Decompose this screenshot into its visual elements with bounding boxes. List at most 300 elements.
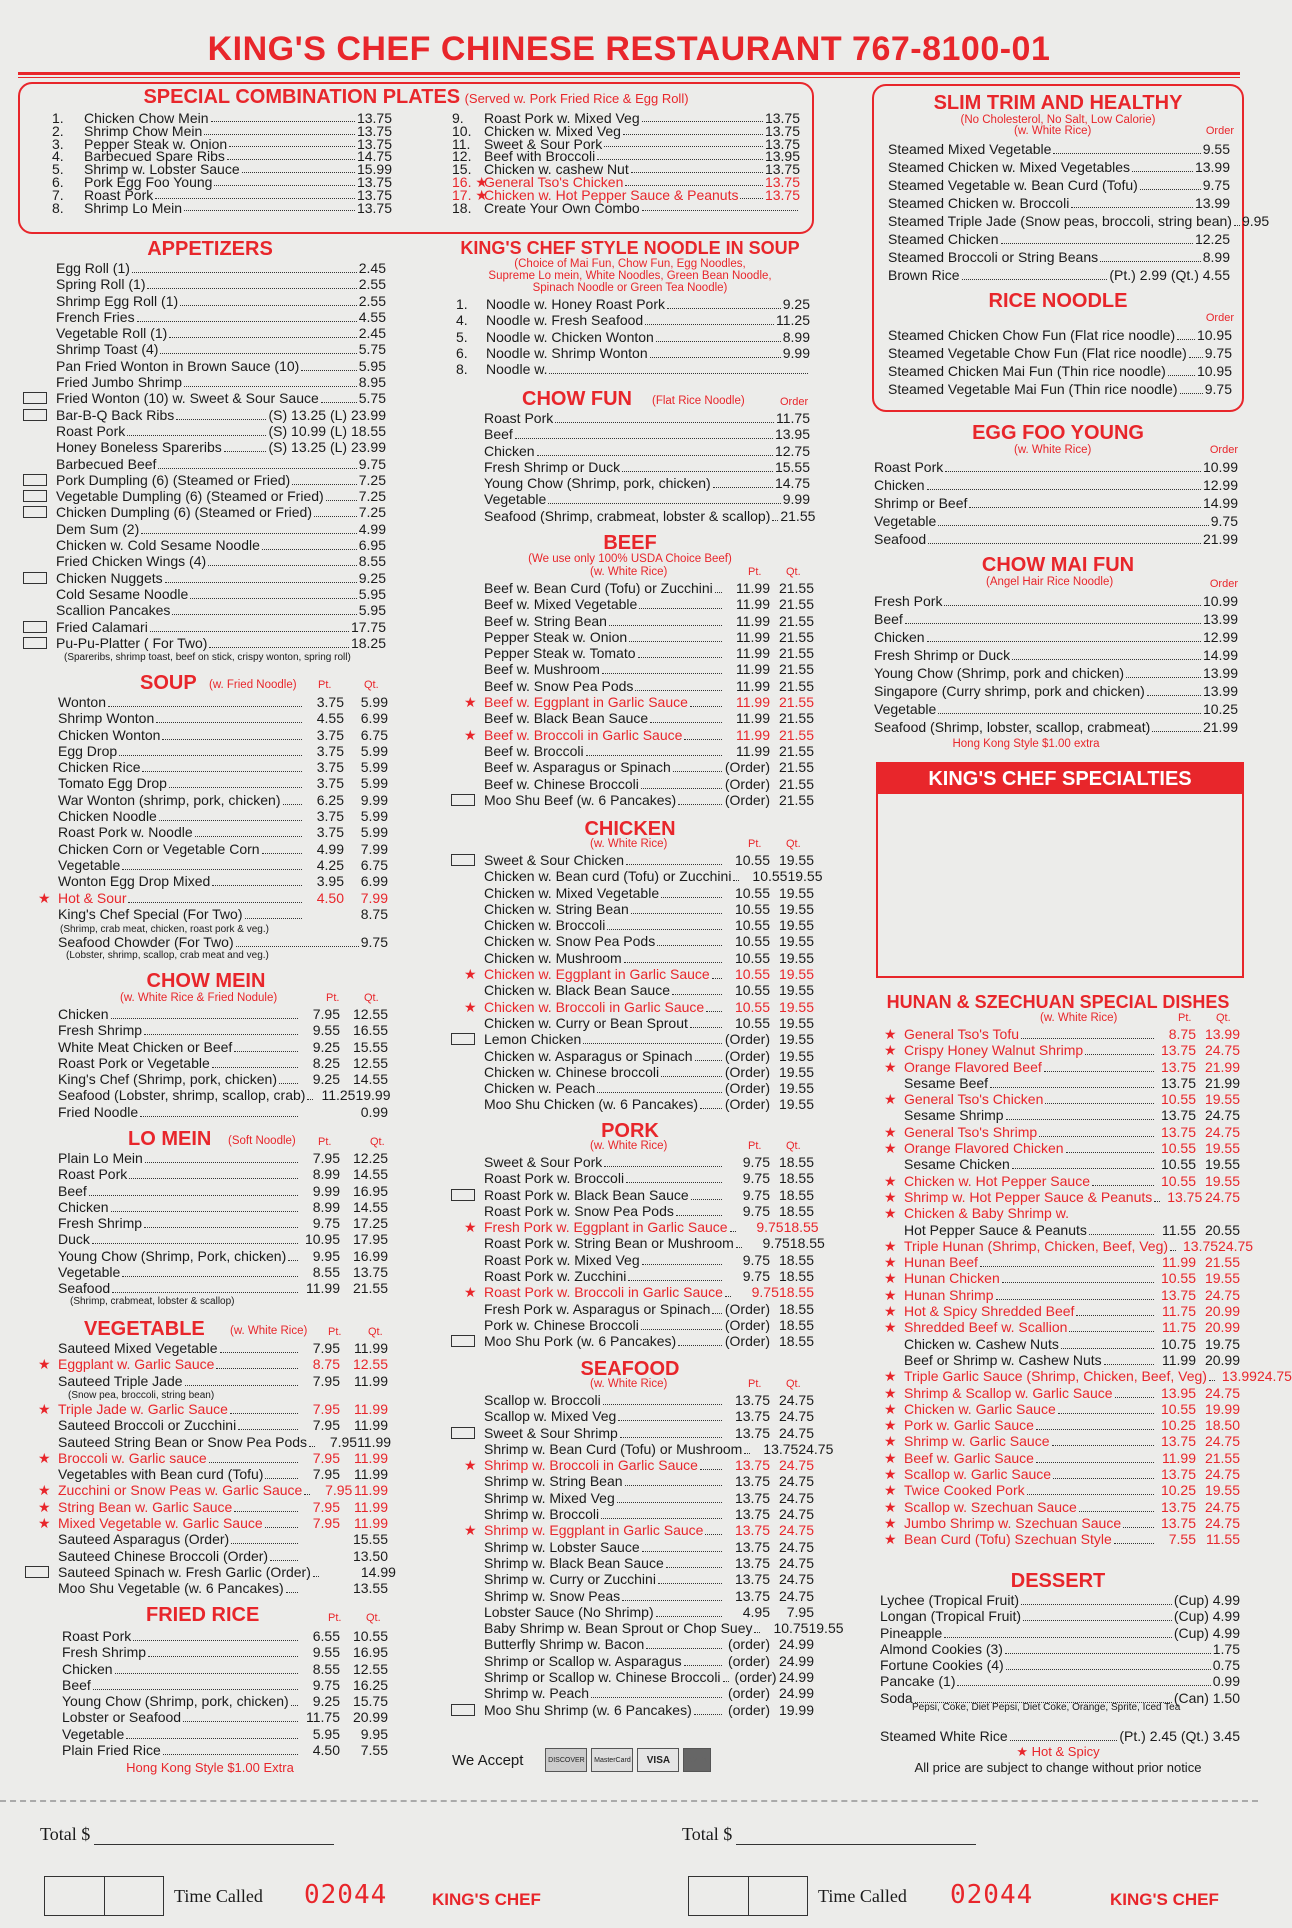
beef-qt-header: Qt.	[786, 566, 801, 578]
leader-dots	[212, 885, 302, 886]
total-label: Total $	[40, 1824, 91, 1844]
eggfoo-subheader	[874, 444, 1238, 458]
item-price-pt: 13.75	[734, 1457, 770, 1474]
leader-dots	[691, 1199, 722, 1200]
item-name: Dem Sum (2)	[56, 520, 140, 537]
item-price-qt: 24.75	[1204, 1042, 1240, 1059]
item-price-qt: 6.99	[360, 873, 388, 890]
item-name: Scallop w. Mixed Veg	[484, 1408, 617, 1425]
item-price: 0.75	[1212, 1657, 1240, 1674]
menu-item	[884, 1498, 1240, 1515]
item-name: Beef w. Mixed Vegetable	[484, 596, 638, 613]
item-price-pt: (Order)	[724, 1096, 770, 1113]
leader-dots	[1023, 1620, 1172, 1621]
leader-dots	[270, 1560, 298, 1561]
leader-dots	[1180, 393, 1203, 394]
item-price: 13.95	[774, 426, 810, 443]
menu-item	[58, 1199, 388, 1215]
item-name: Beef w. Snow Pea Pods	[484, 677, 634, 694]
leader-dots	[712, 1313, 722, 1314]
item-price: 9.75	[360, 934, 388, 950]
item-price-pt: 13.75	[1183, 1237, 1219, 1254]
item-price-pt: 9.75	[751, 1284, 779, 1301]
item-name: Moo Shu Pork (w. 6 Pancakes)	[484, 1333, 677, 1350]
lomein-seafood-note: (Shrimp, crabmeat, lobster & scallop)	[70, 1296, 235, 1307]
leader-dots	[626, 864, 722, 865]
item-name: Chicken w. Hot Pepper Sauce & Peanuts	[484, 186, 739, 203]
item-price-qt: 18.55	[778, 1251, 814, 1268]
item-price: 10.99	[1202, 593, 1238, 609]
item-price-pt: 9.95	[312, 1247, 340, 1264]
item-price-pt: 11.75	[1162, 1319, 1196, 1336]
time-box-right[interactable]	[688, 1876, 808, 1916]
menu-item	[464, 998, 814, 1015]
hot-spicy-icon: ★	[884, 1188, 897, 1205]
leader-dots	[1209, 1380, 1215, 1381]
hot-spicy-icon: ★	[464, 726, 477, 743]
menu-item	[484, 1571, 814, 1587]
leader-dots	[631, 163, 763, 173]
item-price: 14.75	[356, 148, 392, 165]
leader-dots	[137, 321, 357, 322]
item-price-qt: 19.55	[778, 949, 814, 966]
item-name: Plain Lo Mein	[58, 1150, 143, 1166]
leader-dots	[690, 706, 722, 707]
item-name: Moo Shu Vegetable (w. 6 Pancakes)	[58, 1580, 284, 1597]
item-price-pt: 10.55	[734, 1014, 770, 1031]
chowmaifun-sub: (Angel Hair Rice Noodle)	[986, 576, 1114, 588]
leader-dots	[1076, 1315, 1154, 1316]
item-name: Beef w. Mushroom	[484, 661, 600, 678]
item-name: Fortune Cookies (4)	[880, 1657, 1004, 1674]
item-name: Sweet & Sour Shrimp	[484, 1424, 618, 1441]
item-name: Zucchini or Snow Peas w. Garlic Sauce	[58, 1482, 303, 1499]
leader-dots	[695, 1060, 722, 1061]
menu-item	[58, 759, 388, 775]
item-name: Sweet & Sour Pork	[484, 135, 603, 152]
menu-item	[484, 759, 814, 775]
item-name: Lobster or Seafood	[62, 1709, 182, 1726]
leader-dots	[641, 1329, 722, 1330]
item-price-qt: 19.55	[1204, 1482, 1240, 1499]
item-price-qt: 20.99	[1204, 1319, 1240, 1336]
leader-dots	[1036, 1462, 1154, 1463]
item-name: Pork w. Chinese Broccoli	[484, 1316, 639, 1333]
item-price-qt: 12.55	[352, 1006, 388, 1022]
hunan-qt-header: Qt.	[1216, 1012, 1231, 1024]
leader-dots	[617, 1502, 722, 1503]
item-name: Vegetable	[874, 701, 937, 717]
leader-dots	[684, 1665, 722, 1666]
menu-item	[884, 1466, 1240, 1483]
hot-spicy-icon: ★	[884, 1140, 897, 1157]
time-box-left[interactable]	[44, 1876, 164, 1916]
item-price: 5.75	[358, 341, 386, 358]
item-price: (Pt.) 2.45 (Qt.) 3.45	[1119, 1728, 1240, 1745]
item-price-pt: 11.99	[736, 742, 770, 759]
item-name: Chicken	[62, 1660, 113, 1677]
checkbox-icon	[451, 1335, 475, 1347]
leader-dots	[265, 1478, 298, 1479]
item-price-pt: 9.55	[312, 1644, 340, 1661]
item-price-pt: 11.99	[306, 1280, 340, 1297]
leader-dots	[676, 1215, 722, 1216]
hot-spicy-icon: ★	[884, 1205, 897, 1222]
item-name: Twice Cooked Pork	[904, 1482, 1025, 1499]
menu-item	[484, 629, 814, 645]
item-price-qt: 24.99	[778, 1669, 814, 1686]
item-name: Longan (Tropical Fruit)	[880, 1608, 1022, 1625]
leader-dots	[147, 288, 356, 289]
leader-dots	[176, 419, 266, 420]
leader-dots	[736, 1247, 742, 1248]
item-price-qt: 18.55	[778, 1333, 814, 1350]
item-name: Singapore (Curry shrimp, pork and chicken)	[874, 683, 1145, 699]
checkbox-icon	[451, 1189, 475, 1201]
item-price-pt: (order)	[727, 1701, 770, 1718]
item-name: Chicken w. String Bean	[484, 900, 629, 917]
item-name: Chicken w. Curry or Bean Sprout	[484, 1014, 688, 1031]
item-price-pt: 11.99	[736, 726, 770, 743]
item-price-pt: 9.55	[312, 1022, 340, 1039]
item-name: Steamed Mixed Vegetable	[888, 141, 1052, 157]
menu-item	[884, 1514, 1240, 1531]
item-name: Shrimp w. String Bean	[484, 1473, 623, 1490]
item-price-pt: 9.75	[762, 1235, 790, 1252]
chowfun-title: CHOW FUN	[522, 388, 632, 410]
leader-dots	[641, 788, 722, 789]
item-name: Cold Sesame Noodle	[56, 585, 189, 602]
item-price-pt: 9.75	[756, 1219, 784, 1236]
item-price-qt: 18.55	[778, 1316, 814, 1333]
leader-dots	[733, 880, 739, 881]
item-name: Beef	[484, 426, 513, 443]
item-price-qt: 12.55	[352, 1054, 388, 1071]
hot-spicy-icon: ★	[884, 1058, 897, 1075]
item-price-pt: 7.95	[312, 1340, 340, 1356]
item-name: Egg Roll (1)	[56, 260, 130, 276]
item-name: Shrimp w. Broccoli in Garlic Sauce	[484, 1457, 698, 1474]
item-price: 5.95	[358, 357, 386, 374]
item-price-qt: 21.55	[352, 1280, 388, 1297]
noodlesoup-title: KING'S CHEF STYLE NOODLE IN SOUP	[460, 238, 800, 258]
lomein-sub: (Soft Noodle)	[228, 1135, 296, 1147]
menu-item	[56, 358, 386, 374]
item-price-pt: 4.50	[316, 889, 344, 906]
leader-dots	[184, 386, 357, 387]
leader-dots	[122, 869, 302, 870]
item-price-pt: 10.55	[734, 998, 770, 1015]
item-price-pt: 13.75	[734, 1506, 770, 1523]
leader-dots	[158, 468, 356, 469]
checkbox-icon	[451, 794, 475, 806]
item-price: 12.25	[1194, 231, 1230, 247]
menu-item	[484, 1187, 814, 1203]
leader-dots	[1071, 207, 1193, 208]
item-name: Wonton Egg Drop Mixed	[58, 873, 211, 890]
item-price-qt: 15.75	[352, 1693, 388, 1710]
item-name: Chicken w. Broccoli	[484, 917, 606, 934]
item-name: Roast Pork w. Broccoli in Garlic Sauce	[484, 1284, 723, 1301]
item-price-pt: 7.95	[329, 1433, 358, 1450]
time-cell	[749, 1877, 808, 1915]
seafood-qt-header: Qt.	[786, 1378, 801, 1390]
item-price: 7.25	[358, 504, 386, 521]
menu-item	[880, 1608, 1240, 1624]
vegetable-pt-header: Pt.	[328, 1326, 342, 1338]
menu-item	[484, 710, 814, 726]
item-number: 10.	[452, 122, 472, 139]
item-price: 12.99	[1202, 629, 1238, 645]
pupu-note: (Spareribs, shrimp toast, beef on stick, crispy wonton, spring roll)	[64, 652, 351, 663]
leader-dots	[537, 455, 773, 456]
item-name: Moo Shu Beef (w. 6 Pancakes)	[484, 791, 677, 808]
item-name: King's Chef Special (For Two)	[58, 905, 243, 922]
menu-item	[456, 296, 810, 312]
item-price-qt: 24.99	[778, 1652, 814, 1669]
menu-item	[484, 1154, 814, 1170]
hot-spicy-icon: ★	[464, 1219, 477, 1236]
leader-dots	[159, 820, 302, 821]
item-name: General Tso's Shrimp	[904, 1123, 1038, 1140]
leader-dots	[150, 631, 349, 632]
item-price-qt: 24.75	[1256, 1368, 1292, 1385]
menu-item	[62, 1693, 388, 1709]
menu-item	[484, 1669, 814, 1685]
menu-item	[56, 472, 386, 488]
menu-item	[38, 1482, 388, 1499]
menu-item	[58, 1039, 388, 1055]
hot-spicy-icon: ★	[464, 1457, 477, 1474]
item-name: Pork Dumpling (6) (Steamed or Fried)	[56, 471, 291, 488]
item-name: Fried Noodle	[58, 1103, 139, 1120]
leader-dots	[684, 739, 722, 740]
item-price: 21.99	[1202, 719, 1238, 735]
item-price-qt: 21.55	[778, 596, 814, 613]
menu-item	[38, 1498, 388, 1515]
menu-item	[464, 1457, 814, 1474]
menu-item	[484, 743, 814, 759]
friedrice-heading	[56, 1604, 386, 1628]
menu-item	[58, 873, 388, 889]
item-price: 13.75	[356, 173, 392, 190]
item-name: Fried Jumbo Shrimp	[56, 374, 183, 391]
item-name: Fried Chicken Wings (4)	[56, 553, 207, 570]
item-number: 17. ★	[452, 186, 488, 203]
leader-dots	[744, 1453, 750, 1454]
menu-item	[58, 1340, 388, 1356]
hot-spicy-icon: ★	[464, 1284, 477, 1301]
item-name: Sweet & Sour Pork	[484, 1154, 603, 1170]
item-price-pt: 10.55	[734, 949, 770, 966]
item-price-pt: 9.75	[742, 1202, 770, 1219]
menu-item	[62, 1644, 388, 1660]
menu-item	[56, 553, 386, 569]
item-number: 8.	[52, 199, 64, 216]
chowfun-heading	[484, 388, 814, 412]
kings-special-note: (Shrimp, crab meat, chicken, roast pork & veg.)	[60, 924, 269, 935]
item-price: 13.75	[356, 199, 392, 216]
chowmaifun-title: CHOW MAI FUN	[981, 554, 1135, 576]
menu-item	[38, 1515, 388, 1532]
hot-spicy-icon: ★	[884, 1482, 897, 1499]
item-price-pt: 7.95	[312, 1515, 340, 1532]
item-price-qt: 18.55	[778, 1202, 814, 1219]
menu-item	[874, 512, 1238, 530]
friedrice-list	[62, 1628, 388, 1758]
item-name: Beef	[58, 1182, 87, 1199]
leader-dots	[938, 525, 1208, 526]
checkbox-icon	[23, 409, 47, 421]
item-price-pt: 10.55	[1160, 1140, 1196, 1157]
item-name: Scallop w. Broccoli	[484, 1392, 601, 1408]
item-name: Noodle w. Shrimp Wonton	[486, 344, 648, 361]
menu-item	[56, 423, 386, 439]
menu-item	[56, 488, 386, 504]
item-name: Sesame Beef	[904, 1074, 989, 1091]
item-name: War Wonton (shrimp, pork, chicken)	[58, 791, 281, 808]
item-name: Fresh Pork w. Asparagus or Spinach	[484, 1300, 711, 1317]
menu-item	[888, 176, 1230, 194]
hot-spicy-icon: ★	[884, 1531, 897, 1548]
leader-dots	[725, 1296, 731, 1297]
item-name: Eggplant w. Garlic Sauce	[58, 1356, 215, 1373]
leader-dots	[185, 1385, 298, 1386]
item-price-pt: 11.99	[736, 596, 770, 613]
item-price-qt: 13.99	[1204, 1026, 1240, 1042]
item-number: 9.	[452, 110, 464, 126]
leader-dots	[604, 1166, 722, 1167]
menu-item	[484, 933, 814, 949]
item-price-pt: (Order)	[724, 759, 770, 776]
item-price-pt: 9.25	[312, 1071, 340, 1088]
hot-spicy-icon: ★	[884, 1417, 897, 1434]
total-label: Total $	[682, 1824, 733, 1844]
leader-dots	[1005, 1653, 1211, 1654]
appetizers-list	[56, 260, 386, 651]
menu-item	[874, 530, 1238, 548]
payment-label: We Accept	[452, 1751, 524, 1769]
item-price-qt: 10.55	[352, 1628, 388, 1644]
item-price-qt: 19.55	[1204, 1172, 1240, 1189]
item-price-qt: 19.55	[778, 1031, 814, 1048]
leader-dots	[291, 1705, 298, 1706]
item-price-qt: 21.55	[778, 775, 814, 792]
item-name: String Bean w. Garlic Sauce	[58, 1498, 233, 1515]
item-name: Shrimp Chow Mein	[84, 122, 203, 139]
chowmein-title: CHOW MEIN	[146, 970, 266, 992]
menu-item	[484, 1473, 814, 1489]
item-name: Fried Wonton (10) w. Sweet & Sour Sauce	[56, 390, 319, 407]
item-price-pt: 10.75	[1160, 1335, 1196, 1352]
leader-dots	[607, 929, 722, 930]
lomein-title: LO MEIN	[128, 1128, 212, 1150]
item-price-pt: 11.99	[736, 645, 770, 662]
slim-title: SLIM TRIM AND HEALTHY	[933, 92, 1183, 114]
item-price: 13.75	[764, 161, 800, 178]
menu-item	[58, 1548, 388, 1564]
hot-spicy-icon: ★	[884, 1172, 897, 1189]
leader-dots	[990, 1087, 1154, 1088]
menu-item	[56, 325, 386, 341]
menu-item	[874, 682, 1238, 700]
item-price-pt: 8.55	[312, 1660, 340, 1677]
item-price-qt: 14.55	[352, 1198, 388, 1215]
pork-subheader	[484, 1140, 814, 1154]
leader-dots	[1154, 1201, 1160, 1202]
leader-dots	[304, 1494, 310, 1495]
item-number: 1.	[52, 110, 64, 126]
item-price: 13.75	[356, 135, 392, 152]
item-price: 10.99	[1202, 459, 1238, 475]
item-price: 13.75	[356, 110, 392, 126]
item-price-pt: 4.99	[316, 840, 344, 857]
leader-dots	[678, 1345, 722, 1346]
leader-dots	[180, 305, 357, 306]
item-price-qt: 5.99	[360, 808, 388, 825]
hot-spicy-icon: ★	[464, 966, 477, 983]
menu-item	[58, 1022, 388, 1038]
menu-item	[884, 1482, 1240, 1499]
menu-item	[888, 194, 1230, 212]
leader-dots	[144, 1034, 298, 1035]
item-price-qt: 13.55	[352, 1580, 388, 1597]
item-price-qt: 24.75	[778, 1424, 814, 1441]
leader-dots	[183, 1721, 298, 1722]
leader-dots	[622, 1600, 722, 1601]
item-price-pt: 11.99	[736, 580, 770, 596]
menu-item	[56, 504, 386, 520]
chowmein-list	[58, 1006, 391, 1120]
item-price-qt: 8.75	[360, 905, 388, 922]
leader-dots	[625, 1485, 722, 1486]
item-price-qt: 19.55	[778, 1096, 814, 1113]
menu-item	[484, 1268, 814, 1284]
leader-dots	[1044, 1071, 1154, 1072]
leader-dots	[195, 836, 302, 837]
menu-item	[484, 613, 814, 629]
total-line[interactable]	[94, 1829, 334, 1845]
total-line[interactable]	[736, 1829, 976, 1845]
leader-dots	[234, 1051, 298, 1052]
leader-dots	[730, 1231, 736, 1232]
menu-item	[58, 1280, 388, 1296]
item-price: 2.45	[358, 325, 386, 342]
chowmaifun-hk-note: Hong Kong Style $1.00 extra	[952, 738, 1100, 750]
item-price: 9.75	[1202, 177, 1230, 193]
item-name: Chicken Chow Mein	[84, 110, 209, 126]
chowmein-pt-header: Pt.	[326, 992, 340, 1004]
item-name: Roast Pork w. Broccoli	[484, 1170, 625, 1187]
item-name: Chicken w. Cashew Nuts	[904, 1335, 1059, 1352]
hot-spicy-icon: ★	[38, 1356, 51, 1373]
leader-dots	[1039, 1136, 1154, 1137]
item-price: 11.25	[776, 312, 810, 329]
leader-dots	[944, 1637, 1172, 1638]
item-name: Chicken w. Mixed Vegetable	[484, 884, 660, 901]
item-name: Barbecued Beef	[56, 455, 157, 472]
leader-dots	[927, 489, 1201, 490]
hot-spicy-icon: ★	[884, 1449, 897, 1466]
leader-dots	[628, 1280, 722, 1281]
leader-dots	[642, 1551, 722, 1552]
item-price: 9.99	[782, 491, 810, 508]
menu-item	[58, 906, 388, 922]
item-name: Beef w. Garlic Sauce	[904, 1449, 1034, 1466]
eggfoo-order-header: Order	[1209, 444, 1238, 456]
item-name: Sesame Chicken	[904, 1156, 1010, 1173]
leader-dots	[555, 422, 774, 423]
